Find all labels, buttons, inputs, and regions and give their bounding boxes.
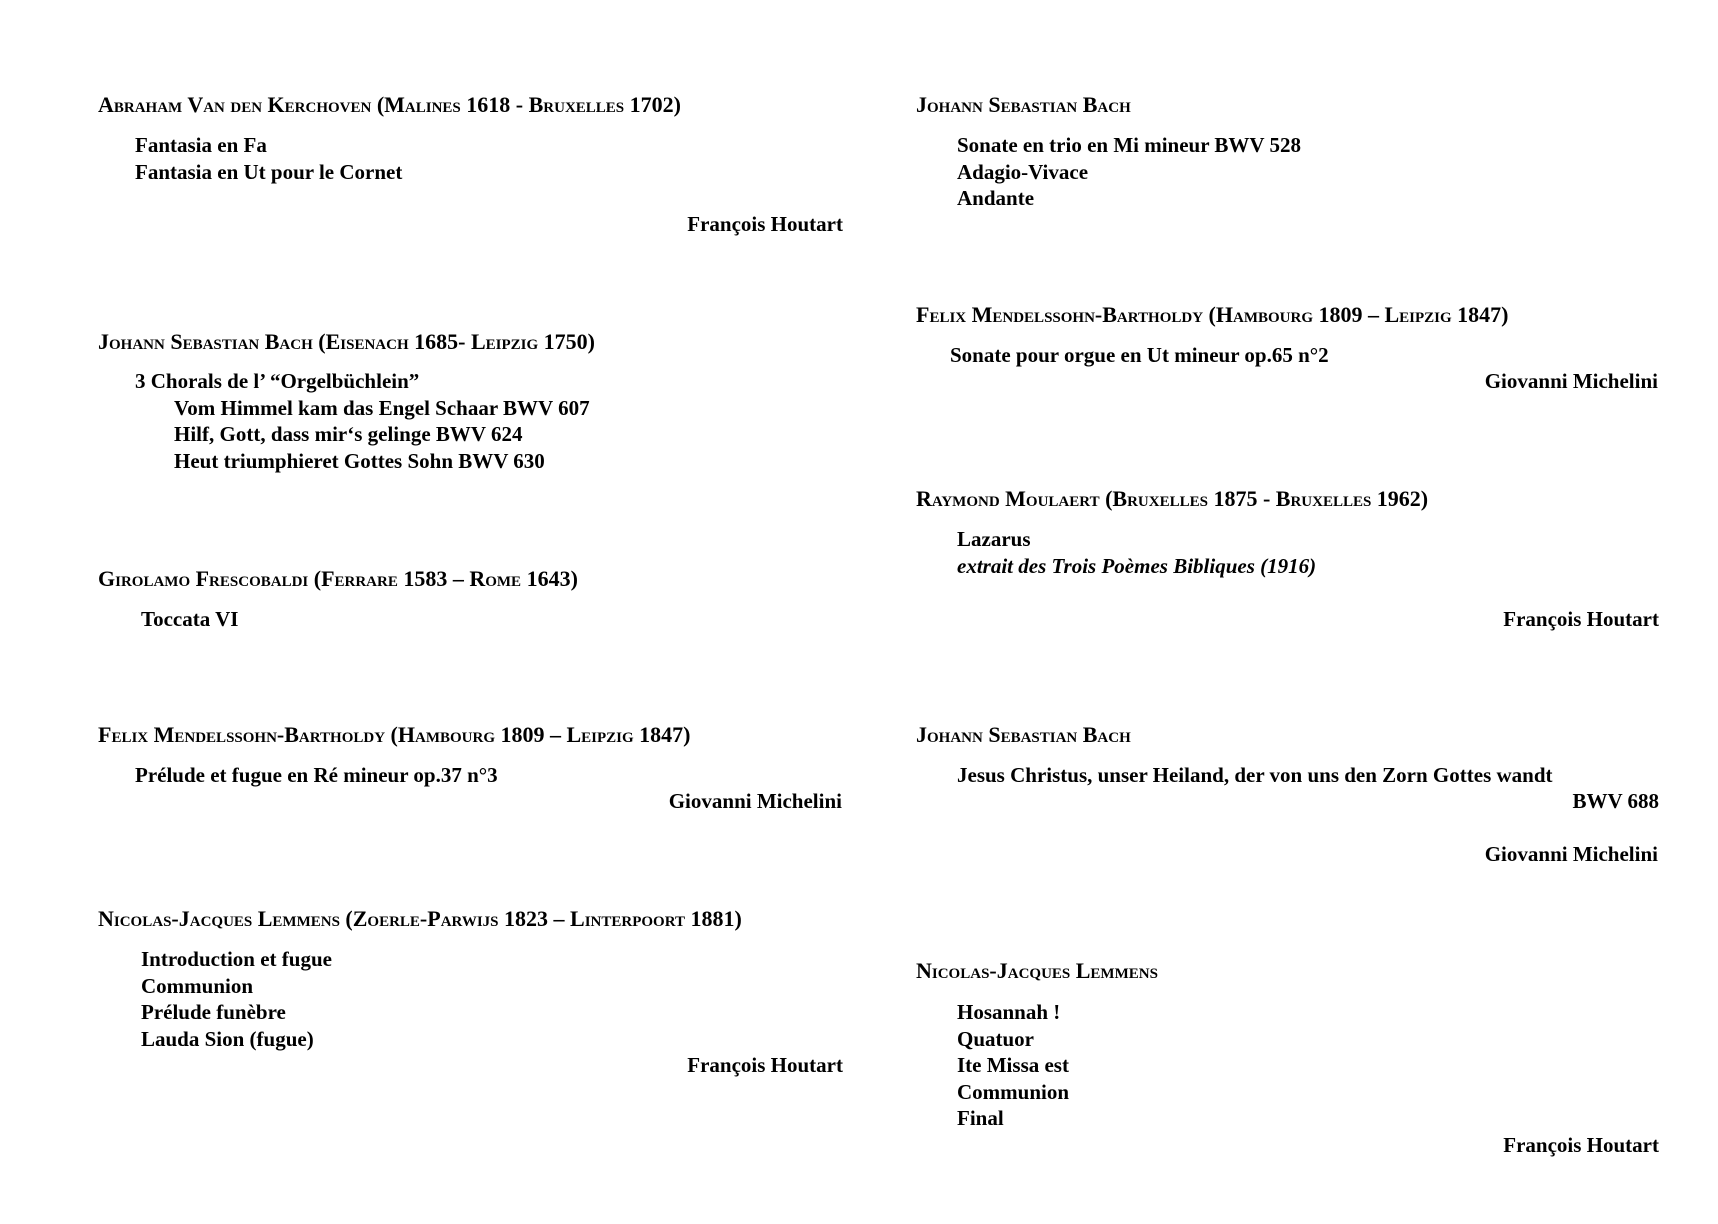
work-item: Quatuor bbox=[957, 1026, 1035, 1051]
work-item: Ite Missa est bbox=[957, 1053, 1069, 1077]
performer-lemmens-left: François Houtart bbox=[687, 1053, 843, 1077]
work-item: Andante bbox=[957, 186, 1035, 210]
works-list-kerchoven bbox=[135, 132, 402, 185]
works-list-bach-left bbox=[135, 368, 590, 474]
work-item: Lauda Sion (fugue) bbox=[141, 1026, 314, 1051]
work-subitem: Hilf, Gott, dass mir‘s gelinge BWV 624 bbox=[174, 422, 523, 446]
work-item: Prélude funèbre bbox=[141, 1000, 286, 1024]
works-list-bach-right-2 bbox=[957, 762, 1553, 789]
work-item: Sonate en trio en Mi mineur BWV 528 bbox=[957, 133, 1301, 157]
performer-kerchoven: François Houtart bbox=[687, 212, 843, 236]
work-item: Fantasia en Fa bbox=[135, 133, 267, 157]
work-item: Final bbox=[957, 1106, 1004, 1130]
works-list-lemmens-left bbox=[141, 946, 332, 1052]
works-list-mendelssohn-right bbox=[950, 342, 1329, 369]
composer-heading-moulaert: Raymond Moulaert (Bruxelles 1875 - Bruxelles 1962) bbox=[916, 486, 1429, 511]
works-list-lemmens-right bbox=[957, 999, 1069, 1132]
works-list-bach-right-1 bbox=[957, 132, 1301, 212]
composer-heading-bach-right-2: Johann Sebastian Bach bbox=[916, 722, 1131, 747]
work-item: Jesus Christus, unser Heiland, der von uns den Zorn Gottes wandt bbox=[957, 763, 1553, 787]
composer-heading-mendelssohn-right: Felix Mendelssohn-Bartholdy (Hambourg 1809 – Leipzig 1847) bbox=[916, 302, 1509, 327]
work-item: Adagio-Vivace bbox=[957, 159, 1089, 184]
composer-heading-bach-right-1: Johann Sebastian Bach bbox=[916, 92, 1131, 117]
performer-lemmens-right: François Houtart bbox=[1503, 1133, 1659, 1157]
work-item: Hosannah ! bbox=[957, 1000, 1061, 1024]
composer-heading-bach-left: Johann Sebastian Bach (Eisenach 1685- Leipzig 1750) bbox=[98, 329, 595, 354]
performer-moulaert: François Houtart bbox=[1503, 607, 1659, 631]
work-catalogue-number: BWV 688 bbox=[1572, 789, 1659, 813]
performer-bach-right-2: Giovanni Michelini bbox=[1484, 842, 1658, 866]
works-list-mendelssohn-left bbox=[135, 762, 498, 789]
work-item: Fantasia en Ut pour le Cornet bbox=[135, 159, 403, 184]
performer-mendelssohn-right: Giovanni Michelini bbox=[1484, 369, 1658, 393]
works-list-moulaert bbox=[957, 526, 1316, 579]
work-item: 3 Chorals de l’ “Orgelbüchlein” bbox=[135, 369, 420, 393]
work-item: Introduction et fugue bbox=[141, 947, 332, 971]
work-note-italic: extrait des Trois Poèmes Bibliques (1916) bbox=[957, 553, 1317, 578]
composer-heading-frescobaldi: Girolamo Frescobaldi (Ferrare 1583 – Rome 1643) bbox=[98, 566, 578, 591]
work-item: Communion bbox=[957, 1079, 1070, 1104]
works-list-frescobaldi bbox=[141, 606, 238, 633]
work-item: Sonate pour orgue en Ut mineur op.65 n°2 bbox=[950, 343, 1329, 367]
composer-heading-mendelssohn-left: Felix Mendelssohn-Bartholdy (Hambourg 1809 – Leipzig 1847) bbox=[98, 722, 691, 747]
composer-heading-lemmens-left: Nicolas-Jacques Lemmens (Zoerle-Parwijs 1823 – Linterpoort 1881) bbox=[98, 906, 742, 931]
composer-heading-kerchoven: Abraham Van den Kerchoven (Malines 1618 - Bruxelles 1702) bbox=[98, 92, 681, 117]
work-subitem: Heut triumphieret Gottes Sohn BWV 630 bbox=[174, 448, 545, 473]
composer-heading-lemmens-right: Nicolas-Jacques Lemmens bbox=[916, 958, 1158, 983]
work-subitem: Vom Himmel kam das Engel Schaar BWV 607 bbox=[174, 395, 590, 420]
work-item: Toccata VI bbox=[141, 607, 239, 631]
work-item: Prélude et fugue en Ré mineur op.37 n°3 bbox=[135, 763, 498, 787]
work-item: Communion bbox=[141, 973, 254, 998]
performer-mendelssohn-left: Giovanni Michelini bbox=[668, 789, 842, 813]
work-item: Lazarus bbox=[957, 527, 1031, 551]
